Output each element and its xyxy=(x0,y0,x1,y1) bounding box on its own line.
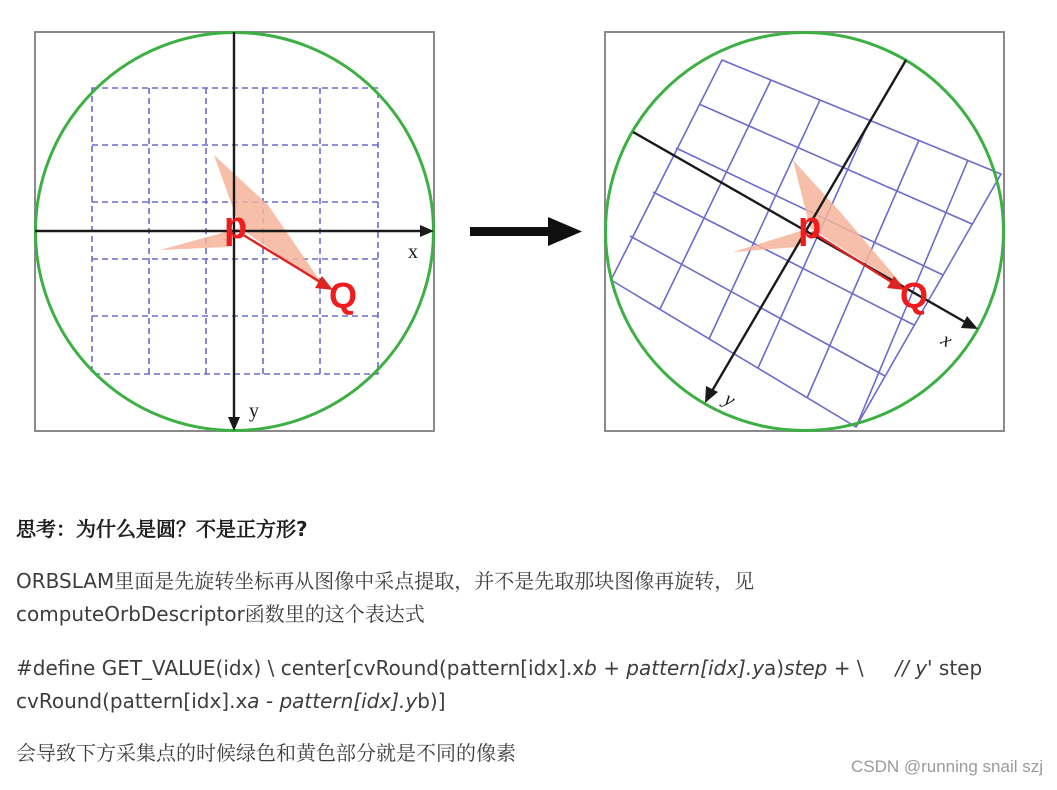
conclusion-paragraph: 会导致下方采集点的时候绿色和黄色部分就是不同的像素 xyxy=(16,741,516,765)
code-part: step xyxy=(932,656,983,680)
code-part: + \ xyxy=(827,656,896,680)
code-italic-part: step xyxy=(784,656,828,680)
code-part: cvRound(pattern[idx].x xyxy=(16,689,248,713)
left-panel xyxy=(35,32,434,431)
explanation-paragraph xyxy=(16,565,1036,631)
left-q-label: Q xyxy=(329,275,358,316)
code-italic-part: b + pattern[idx].y xyxy=(584,656,765,680)
left-x-label: x xyxy=(408,241,418,263)
transition-arrow xyxy=(470,217,582,246)
csdn-watermark: CSDN @running snail szj xyxy=(850,757,1043,776)
code-comment: // y' xyxy=(895,656,933,680)
code-expression-paragraph xyxy=(16,652,1046,718)
section-heading: 思考：为什么是圆？不是正方形? xyxy=(16,517,308,541)
left-p-label: p xyxy=(224,205,248,247)
right-q-label: Q xyxy=(900,275,929,316)
right-y-label: y xyxy=(720,387,739,412)
right-panel xyxy=(605,32,1004,431)
explanation-line-2: computeOrbDescriptor函数里的这个表达式 xyxy=(16,602,425,626)
code-part: a) xyxy=(764,656,785,680)
code-part: #define GET_VALUE(idx) \ center[cvRound(pattern[idx].x xyxy=(16,656,585,680)
right-p-label: p xyxy=(798,205,822,247)
code-part: b)] xyxy=(417,689,446,713)
left-y-label: y xyxy=(249,400,259,422)
explanation-line-1: ORBSLAM里面是先旋转坐标再从图像中采点提取，并不是先取那块图像再旋转，见 xyxy=(16,569,755,593)
code-italic-part: a - pattern[idx].y xyxy=(247,689,418,713)
right-x-label: x xyxy=(937,328,957,352)
